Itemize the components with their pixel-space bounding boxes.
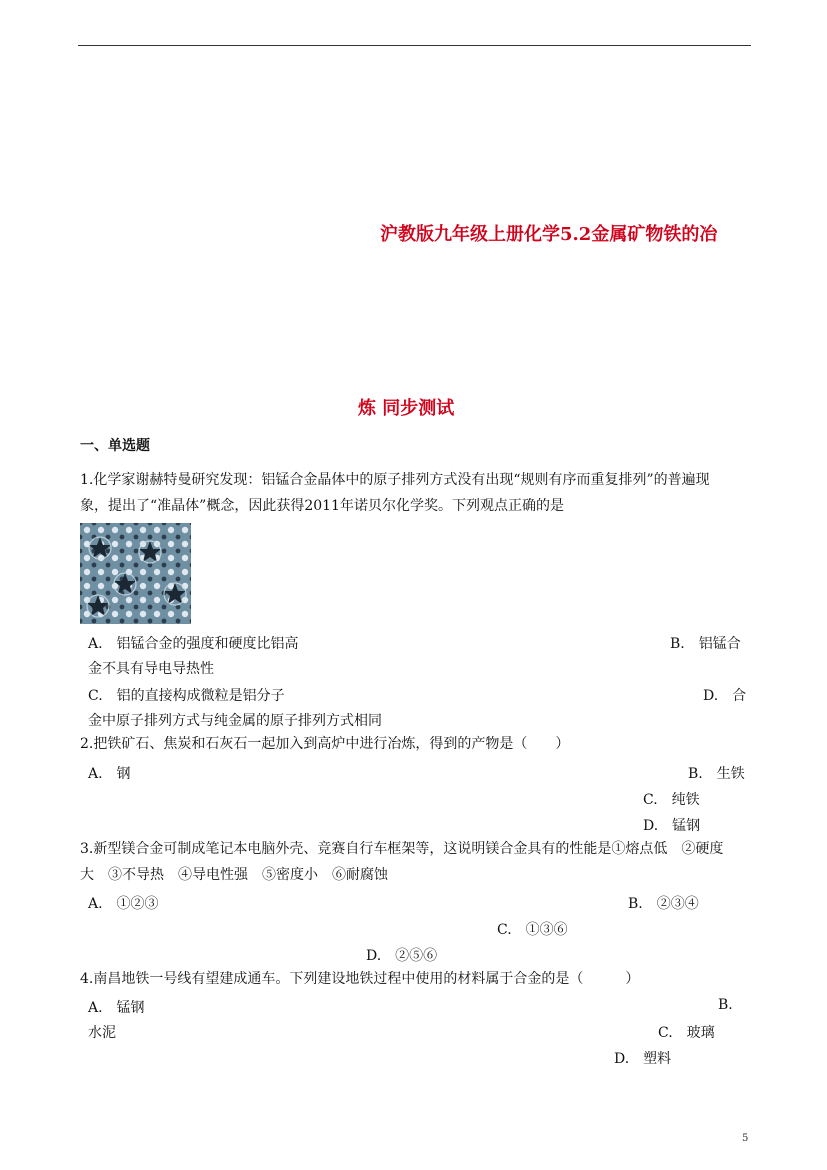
q4-option-b-cont: 水泥 — [88, 1025, 116, 1041]
page-number: 5 — [742, 1133, 749, 1144]
q2-option-a[interactable]: A. 钢 — [88, 766, 131, 782]
q1-option-a[interactable]: A. 铝锰合金的强度和硬度比铝高 — [88, 636, 299, 652]
q1-option-b-cont: 金不具有导电导热性 — [88, 661, 214, 677]
q3-option-a[interactable]: A. ①②③ — [88, 896, 159, 912]
q4-option-d[interactable]: D. 塑料 — [614, 1051, 672, 1067]
q3-option-d[interactable]: D. ②⑤⑥ — [366, 948, 438, 964]
question-1-line2: 象，提出了“准晶体”概念，因此获得2011年诺贝尔化学奖。下列观点正确的是 — [80, 498, 564, 514]
q4-option-b[interactable]: B. — [718, 997, 733, 1013]
question-2-line1: 2.把铁矿石、焦炭和石灰石一起加入到高炉中进行冶炼，得到的产物是（ ） — [80, 736, 570, 752]
question-3-line1: 3.新型镁合金可制成笔记本电脑外壳、竞赛自行车框架等，这说明镁合金具有的性能是①熔点低 ②硬度 — [80, 841, 724, 857]
q4-option-a[interactable]: A. 锰钢 — [88, 1000, 145, 1016]
q3-option-b[interactable]: B. ②③④ — [628, 896, 699, 912]
q2-option-d[interactable]: D. 锰钢 — [643, 818, 701, 834]
header-rule — [78, 45, 751, 46]
question-1-line1: 1.化学家谢赫特曼研究发现：铝锰合金晶体中的原子排列方式没有出现“规则有序而重复排列”的普遍现 — [80, 472, 710, 488]
q3-option-c[interactable]: C. ①③⑥ — [497, 922, 568, 938]
document-title-line1: 沪教版九年级上册化学5.2金属矿物铁的冶 — [380, 224, 718, 245]
question-4-line1: 4.南昌地铁一号线有望建成通车。下列建设地铁过程中使用的材料属于合金的是（ ） — [80, 971, 640, 987]
q1-option-c[interactable]: C. 铝的直接构成微粒是铝分子 — [88, 688, 285, 704]
q1-option-d-cont: 金中原子排列方式与纯金属的原子排列方式相同 — [88, 713, 382, 729]
q1-option-b[interactable]: B. 铝锰合 — [670, 636, 741, 652]
q2-option-b[interactable]: B. 生铁 — [688, 766, 745, 782]
quasicrystal-image — [80, 523, 191, 624]
question-3-line2: 大 ③不导热 ④导电性强 ⑤密度小 ⑥耐腐蚀 — [80, 867, 388, 883]
section-heading: 一、单选题 — [80, 438, 150, 454]
document-title-line2: 炼 同步测试 — [358, 398, 455, 419]
q2-option-c[interactable]: C. 纯铁 — [643, 792, 700, 808]
q4-option-c[interactable]: C. 玻璃 — [658, 1025, 715, 1041]
q1-option-d[interactable]: D. 合 — [703, 688, 747, 704]
